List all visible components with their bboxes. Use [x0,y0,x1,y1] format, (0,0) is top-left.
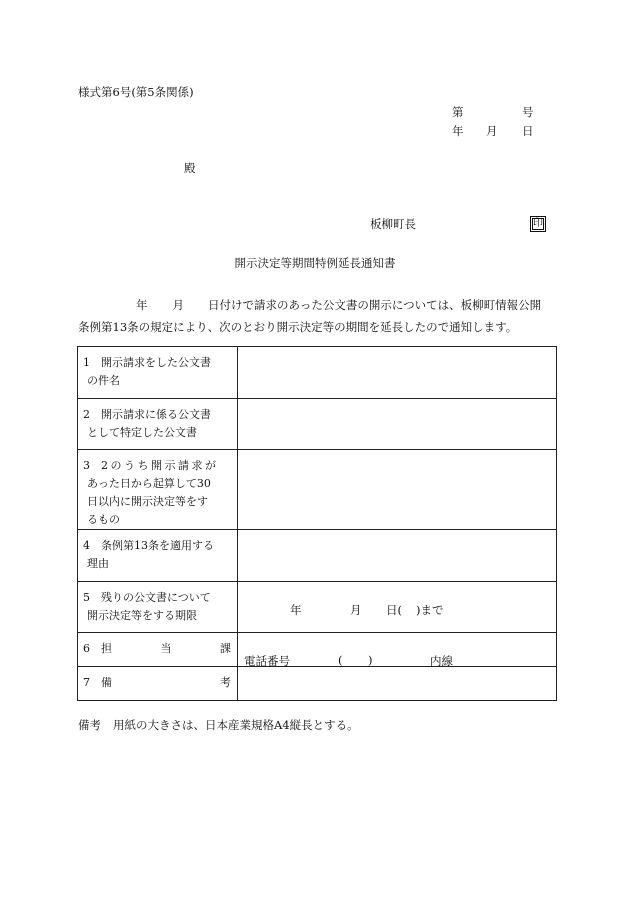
date-day: 日 [522,124,534,138]
row-label: 5 残りの公文書について 開示決定等をする期限 [78,582,238,633]
footnote [78,720,359,732]
addressee-suffix: 殿 [184,161,196,175]
note-text: 用紙の大きさは、日本産業規格A4縦長とする。 [113,718,359,732]
form-number-label: 様式第6号(第5条関係) [78,85,194,99]
table-row [78,667,557,701]
date-month: 月 [486,124,498,138]
row-label: 6 担 当 課 [78,633,238,667]
table-row [78,399,557,450]
details-table [77,346,557,701]
body-line-1 [78,294,568,316]
row-label: 2 開示請求に係る公文書 として特定した公文書 [78,399,238,450]
body-paragraph [78,294,568,338]
table-row [78,450,557,530]
table-row [78,633,557,667]
deadline-value[interactable]: 年 月 日( )まで [238,582,557,633]
body-month: 月 [172,298,184,312]
row-label: 1 開示請求をした公文書 の件名 [78,347,238,399]
remarks-value[interactable] [238,667,557,701]
body-year: 年 [136,298,148,312]
table-row [78,530,557,582]
sender-name: 板柳町長 [370,217,416,231]
table-row [78,582,557,633]
number-prefix: 第 [452,105,464,119]
row-value[interactable] [238,399,557,450]
row-label: 4 条例第13条を適用する 理由 [78,530,238,582]
body-line-1-text: 日付けで請求のあった公文書の開示については、板柳町情報公開 [208,298,542,312]
body-line-2: 条例第13条の規定により、次のとおり開示決定等の期間を延長したので通知します。 [78,320,518,334]
seal-mark: 印 [530,216,546,232]
row-label: 3 2のうち開示請求が あった日から起算して30 日以内に開示決定等をす るもの [78,450,238,530]
table-row [78,347,557,399]
row-label: 7 備 考 [78,667,238,701]
note-label: 備考 [78,718,101,732]
row-value[interactable] [238,530,557,582]
document-title: 開示決定等期間特例延長通知書 [234,256,396,270]
number-suffix: 号 [522,105,534,119]
row-value[interactable] [238,450,557,530]
row-value[interactable] [238,347,557,399]
date-year: 年 [452,124,464,138]
department-value[interactable]: 電話番号 ( ) 内線 [238,633,557,667]
